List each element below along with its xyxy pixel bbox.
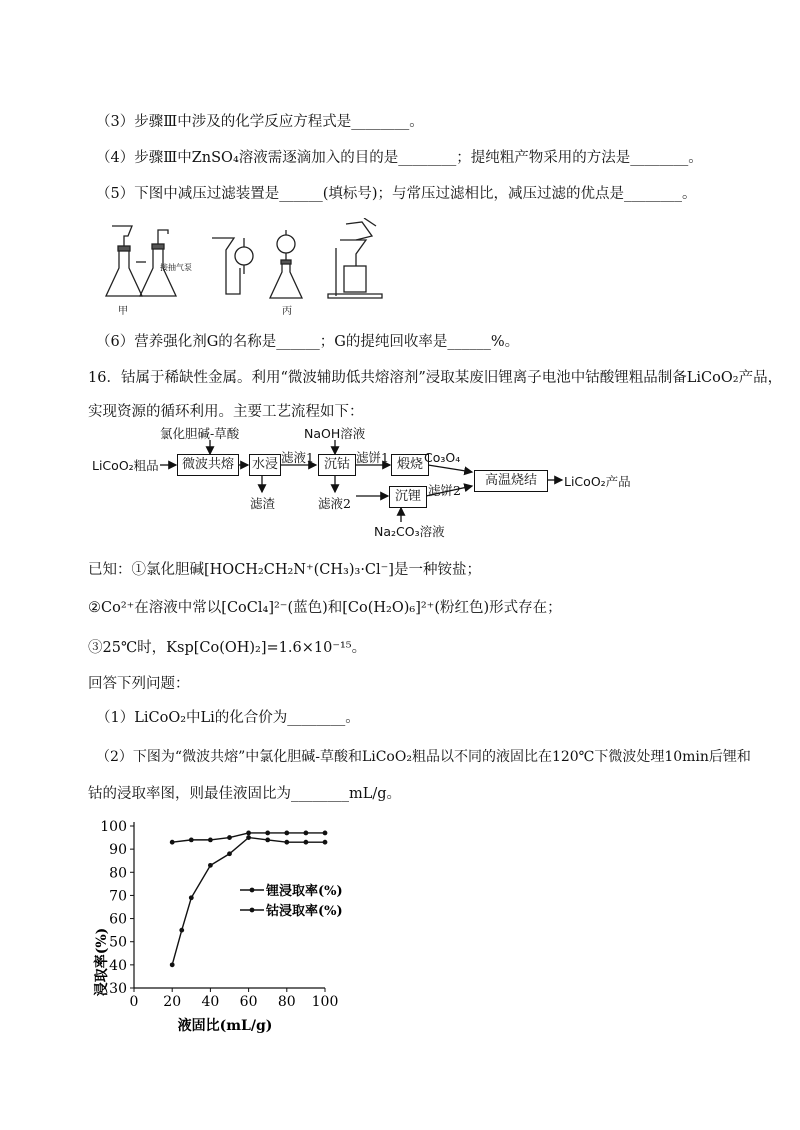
flow-filtrate1: 滤液1 bbox=[281, 450, 314, 465]
chart-x-tick-label: 60 bbox=[239, 994, 258, 1010]
chart-y-tick-label: 100 bbox=[100, 819, 127, 835]
chart-legend-label-0: 锂浸取率(%) bbox=[266, 884, 343, 899]
chart-point-1 bbox=[189, 895, 194, 900]
chart-point-0 bbox=[304, 831, 309, 836]
question-5: （5）下图中减压过滤装置是______(填标号)；与常压过滤相比，减压过滤的优点是________。 bbox=[96, 186, 697, 202]
chart-point-1 bbox=[179, 928, 184, 933]
chart-x-tick-label: 0 bbox=[129, 994, 139, 1010]
chart-y-tick-label: 90 bbox=[109, 842, 127, 859]
flow-step-microwave: 微波共熔 bbox=[177, 454, 239, 476]
flow-input: LiCoO₂粗品 bbox=[92, 458, 159, 473]
known-1: 已知：①氯化胆碱[HOCH₂CH₂N⁺(CH₃)₃·Cl⁻]是一种铵盐； bbox=[88, 562, 481, 578]
chart-y-tick-label: 60 bbox=[109, 911, 127, 928]
flow-cake1: 滤饼1 bbox=[356, 450, 389, 465]
chart-point-1 bbox=[304, 840, 309, 845]
chart-y-tick-label: 40 bbox=[109, 957, 127, 974]
flow-step-cobalt-precip: 沉钴 bbox=[318, 454, 356, 476]
chart-point-0 bbox=[246, 831, 251, 836]
flow-step-calcine: 煅烧 bbox=[391, 454, 429, 476]
apparatus-label-jia: 甲 bbox=[118, 306, 128, 317]
chart-point-0 bbox=[170, 840, 175, 845]
chart-series-line-1 bbox=[172, 838, 325, 965]
chart-y-tick-label: 30 bbox=[109, 981, 127, 997]
chart-y-tick-label: 70 bbox=[109, 888, 127, 905]
flow-residue: 滤渣 bbox=[250, 496, 276, 511]
apparatus-pump-label: 接抽气泵 bbox=[160, 263, 192, 272]
chart-point-1 bbox=[208, 863, 213, 868]
chart-y-tick-label: 80 bbox=[109, 865, 127, 882]
chart-y-tick-label: 50 bbox=[109, 934, 127, 951]
flow-step-sinter: 高温烧结 bbox=[474, 470, 548, 492]
question-6: （6）营养强化剂G的名称是______；G的提纯回收率是______%。 bbox=[96, 334, 520, 350]
answer-prompt: 回答下列问题： bbox=[88, 676, 190, 692]
flow-co3o4: Co₃O₄ bbox=[424, 450, 461, 465]
chart-point-0 bbox=[284, 831, 289, 836]
chart-ylabel: 浸取率(%) bbox=[94, 927, 110, 997]
chart-legend-marker-0 bbox=[250, 888, 255, 893]
chart-x-tick-label: 40 bbox=[201, 994, 220, 1010]
chart-point-1 bbox=[284, 840, 289, 845]
question-16-line2: 实现资源的循环利用。主要工艺流程如下： bbox=[88, 404, 364, 420]
flow-reagent1: 氯化胆碱-草酸 bbox=[160, 426, 240, 441]
known-3: ③25℃时，Ksp[Co(OH)₂]=1.6×10⁻¹⁵。 bbox=[88, 640, 367, 656]
chart-legend-marker-1 bbox=[250, 908, 255, 913]
filtration-apparatus-figure bbox=[100, 218, 390, 318]
sub-question-2-line2: 钴的浸取率图，则最佳液固比为________mL/g。 bbox=[88, 786, 402, 802]
flow-cake2: 滤饼2 bbox=[428, 483, 461, 498]
question-16-line1: 16．钴属于稀缺性金属。利用“微波辅助低共熔溶剂”浸取某废旧锂离子电池中钴酸锂粗品制备LiCoO₂产品， bbox=[88, 370, 783, 386]
chart-point-1 bbox=[323, 840, 328, 845]
flow-output: LiCoO₂产品 bbox=[564, 474, 631, 489]
chart-legend-label-1: 钴浸取率(%) bbox=[266, 904, 343, 919]
chart-point-1 bbox=[227, 851, 232, 856]
chart-point-0 bbox=[227, 835, 232, 840]
chart-point-0 bbox=[323, 831, 328, 836]
chart-x-tick-label: 80 bbox=[277, 994, 296, 1010]
chart-point-1 bbox=[170, 962, 175, 967]
sub-question-2-line1: （2）下图为“微波共熔”中氯化胆碱-草酸和LiCoO₂粗品以不同的液固比在120℃下微波处理10min后锂和 bbox=[96, 749, 751, 765]
flow-step-water-leach: 水浸 bbox=[249, 454, 281, 476]
flow-reagent3: Na₂CO₃溶液 bbox=[374, 524, 445, 539]
known-2: ②Co²⁺在溶液中常以[CoCl₄]²⁻(蓝色)和[Co(H₂O)₆]²⁺(粉红色)形式存在； bbox=[88, 600, 562, 616]
chart-point-0 bbox=[208, 837, 213, 842]
flow-step-lithium-precip: 沉锂 bbox=[389, 486, 427, 508]
chart-point-0 bbox=[265, 831, 270, 836]
chart-point-1 bbox=[265, 837, 270, 842]
flow-filtrate2: 滤液2 bbox=[318, 496, 351, 511]
question-3: （3）步骤Ⅲ中涉及的化学反应方程式是________。 bbox=[96, 114, 424, 130]
chart-point-0 bbox=[189, 837, 194, 842]
flow-reagent2: NaOH溶液 bbox=[304, 426, 366, 441]
chart-point-1 bbox=[246, 835, 251, 840]
chart-x-tick-label: 100 bbox=[311, 994, 339, 1010]
sub-question-1: （1）LiCoO₂中Li的化合价为________。 bbox=[96, 710, 360, 726]
apparatus-label-bing: 丙 bbox=[282, 306, 292, 317]
leaching-rate-chart bbox=[90, 812, 350, 1042]
question-4: （4）步骤Ⅲ中ZnSO₄溶液需逐滴加入的目的是________；提纯粗产物采用的方法是________。 bbox=[96, 150, 703, 166]
chart-xlabel: 液固比(mL/g) bbox=[177, 1018, 273, 1034]
chart-x-tick-label: 20 bbox=[163, 994, 182, 1010]
